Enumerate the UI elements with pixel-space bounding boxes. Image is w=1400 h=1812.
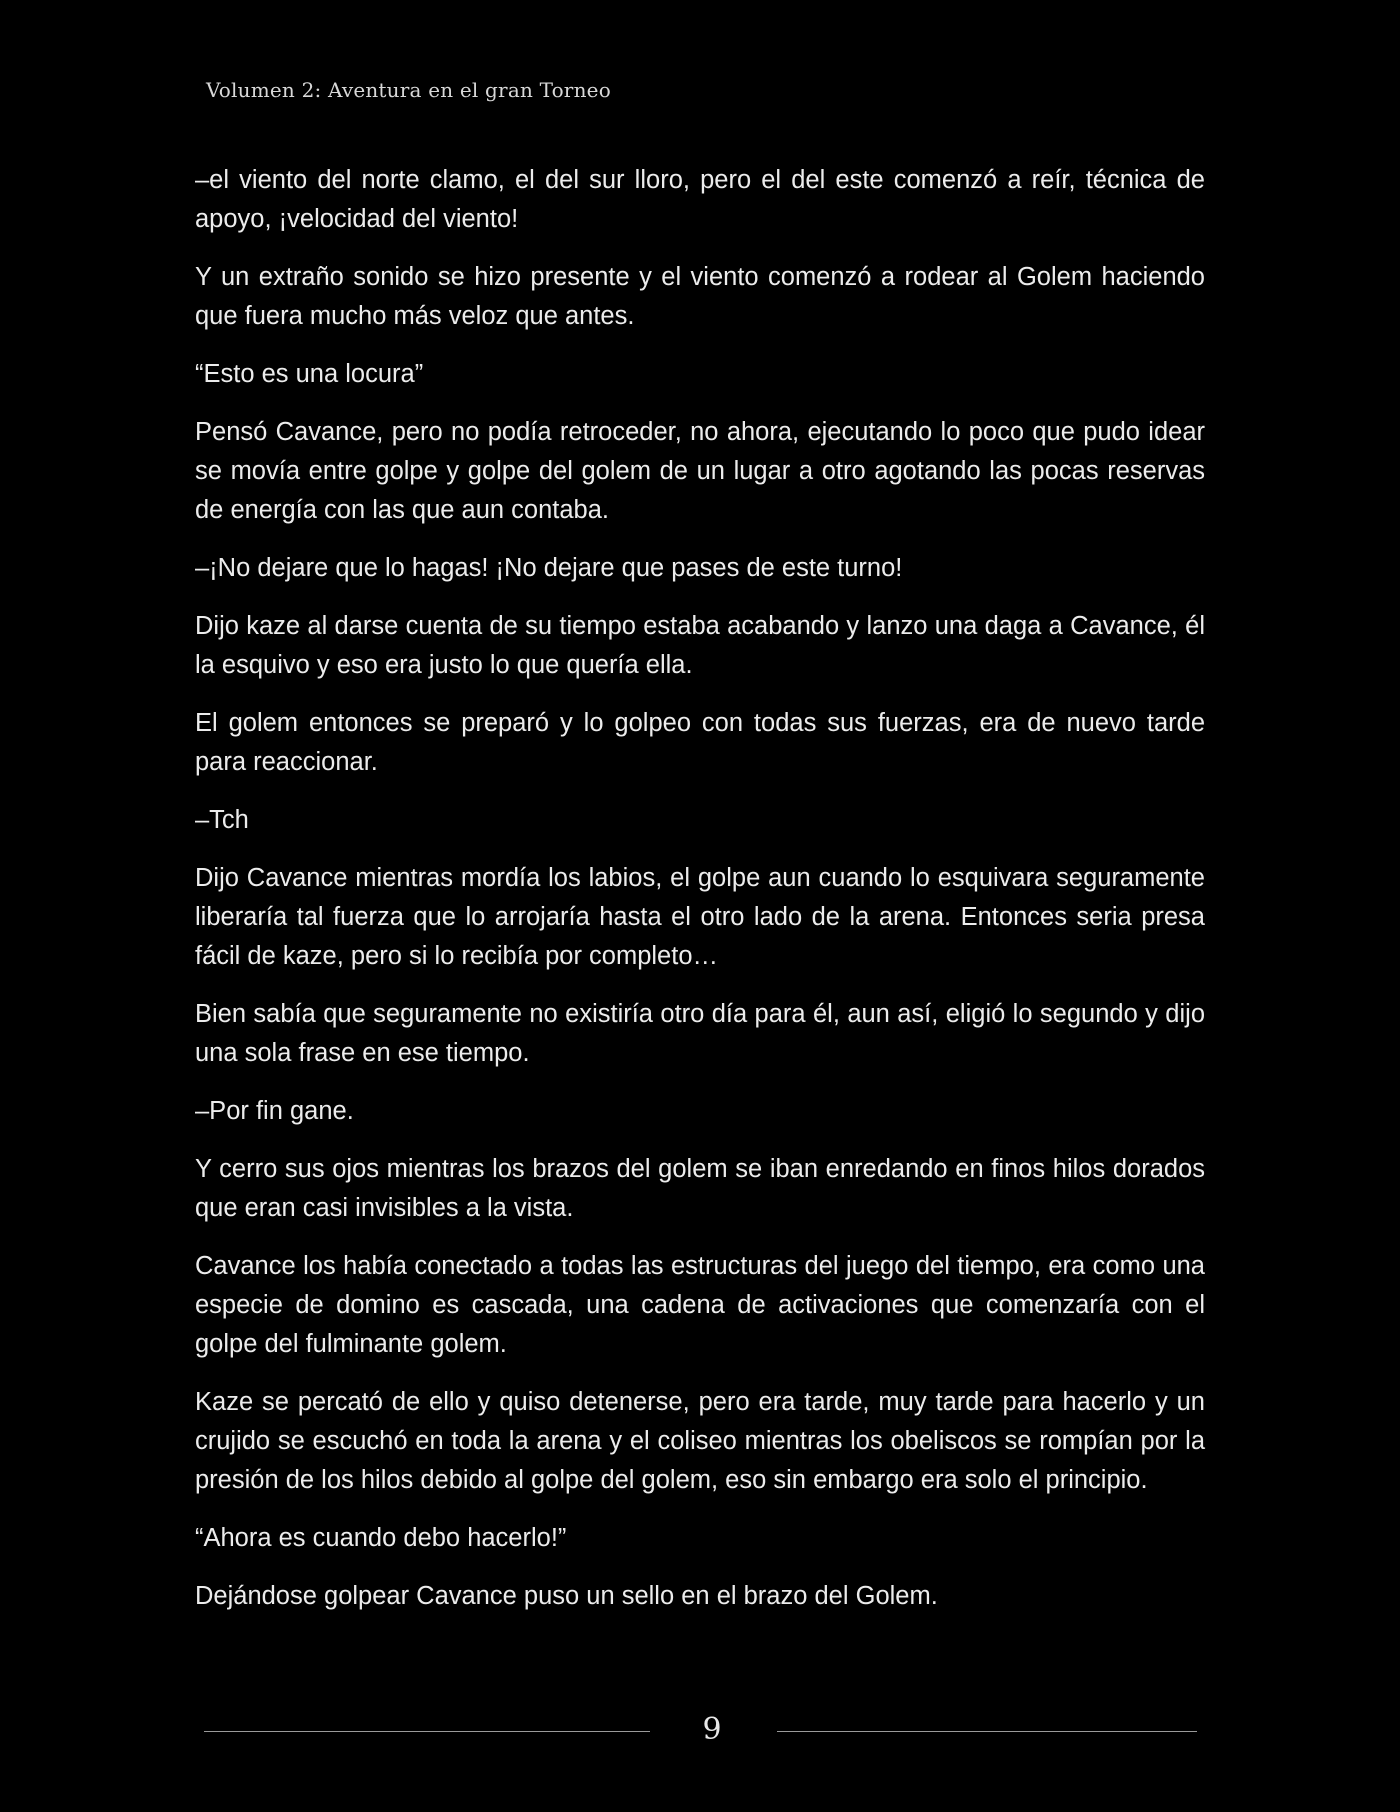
paragraph: –el viento del norte clamo, el del sur lloro, pero el del este comenzó a reír, técnica de apoyo, ¡velocidad del viento!	[195, 166, 1205, 233]
chapter-body-text	[195, 161, 1205, 1635]
paragraph: El golem entonces se preparó y lo golpeo con todas sus fuerzas, era de nuevo tarde para reaccionar.	[195, 709, 1205, 776]
paragraph: Kaze se percató de ello y quiso detenerse, pero era tarde, muy tarde para hacerlo y un crujido se escuchó en toda la arena y el coliseo mientras los obeliscos se rompían por la presión de los hilos debido al golpe del golem, eso sin embargo era solo el principio.	[195, 1388, 1205, 1494]
running-header-title: Volumen 2: Aventura en el gran Torneo	[206, 78, 611, 102]
footer-rule-left	[204, 1731, 650, 1732]
paragraph: Bien sabía que seguramente no existiría otro día para él, aun así, eligió lo segundo y dijo una sola frase en ese tiempo.	[195, 1000, 1205, 1067]
page-number: 9	[702, 1712, 722, 1747]
paragraph: Dijo Cavance mientras mordía los labios, el golpe aun cuando lo esquivara seguramente liberaría tal fuerza que lo arrojaría hasta el otro lado de la arena. Entonces seria presa fácil de kaze, pero si lo recibía por completo…	[195, 864, 1205, 970]
paragraph: –Por fin gane.	[195, 1097, 354, 1125]
paragraph: Pensó Cavance, pero no podía retroceder, no ahora, ejecutando lo poco que pudo idear se movía entre golpe y golpe del golem de un lugar a otro agotando las pocas reservas de energía con las que aun contaba.	[195, 418, 1205, 524]
paragraph: Dijo kaze al darse cuenta de su tiempo estaba acabando y lanzo una daga a Cavance, él la esquivo y eso era justo lo que quería ella.	[195, 612, 1205, 679]
paragraph: –Tch	[195, 806, 249, 834]
paragraph: Cavance los había conectado a todas las estructuras del juego del tiempo, era como una especie de domino es cascada, una cadena de activaciones que comenzaría con el golpe del fulminante golem.	[195, 1252, 1205, 1358]
paragraph: Y cerro sus ojos mientras los brazos del golem se iban enredando en finos hilos dorados que eran casi invisibles a la vista.	[195, 1155, 1205, 1222]
paragraph: Dejándose golpear Cavance puso un sello en el brazo del Golem.	[195, 1582, 938, 1610]
paragraph: –¡No dejare que lo hagas! ¡No dejare que pases de este turno!	[195, 554, 903, 582]
paragraph: “Ahora es cuando debo hacerlo!”	[195, 1524, 567, 1552]
paragraph: “Esto es una locura”	[195, 360, 424, 388]
footer-rule-right	[777, 1731, 1197, 1732]
paragraph: Y un extraño sonido se hizo presente y el viento comenzó a rodear al Golem haciendo que fuera mucho más veloz que antes.	[195, 263, 1205, 330]
